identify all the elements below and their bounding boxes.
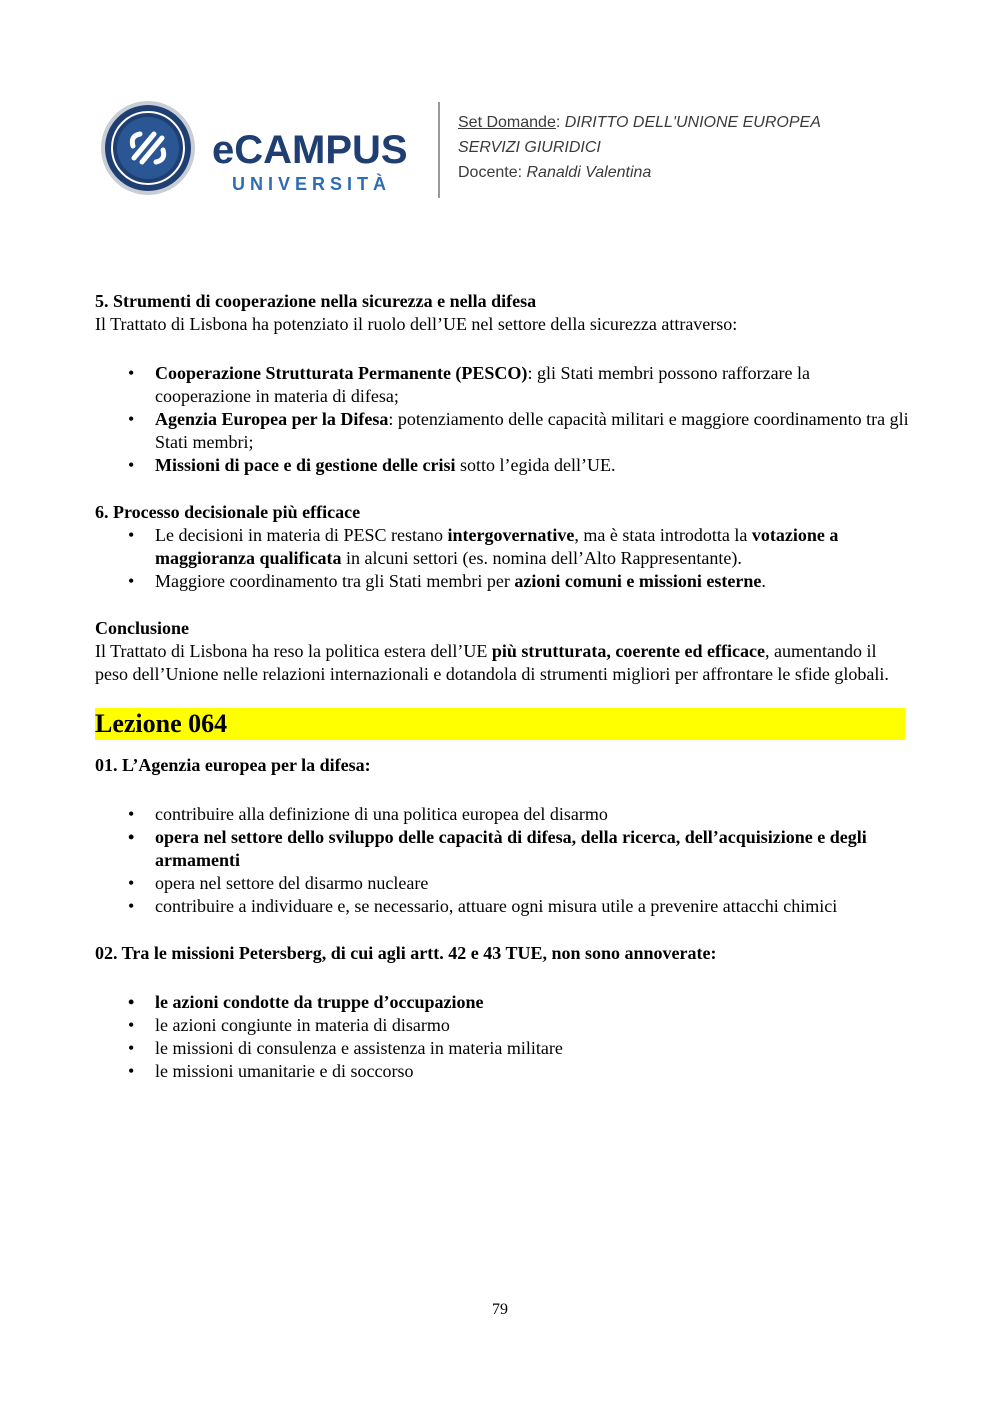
- question-02-options: [95, 991, 910, 1083]
- set-label: Set Domande: [458, 114, 556, 131]
- section-5-list: [95, 362, 910, 477]
- page-number: 79: [492, 1301, 508, 1318]
- section-6-title: 6. Processo decisionale più efficace: [95, 502, 361, 522]
- lesson-heading: Lezione 064: [95, 708, 905, 740]
- header-meta: [458, 110, 821, 185]
- list-item: • Le decisioni in materia di PESC restano intergovernative, ma è stata introdotta la votazione a maggioranza qualificata in alcuni settori (es. nomina dell’Alto Rappresentante).: [95, 524, 910, 570]
- teacher-line: Docente: Ranaldi Valentina: [458, 164, 652, 181]
- question-01-title: 01. L’Agenzia europea per la difesa:: [95, 755, 371, 775]
- set-value: DIRITTO DELL'UNIONE EUROPEA: [564, 114, 821, 131]
- teacher-value: Ranaldi Valentina: [526, 164, 652, 181]
- answer-option: • contribuire alla definizione di una politica europea del disarmo: [95, 803, 910, 826]
- section-5-intro: Il Trattato di Lisbona ha potenziato il ruolo dell’UE nel settore della sicurezza attraverso:: [95, 314, 738, 334]
- list-item: • Missioni di pace e di gestione delle crisi sotto l’egida dell’UE.: [95, 454, 910, 477]
- answer-option-correct: • le azioni condotte da truppe d’occupazione: [95, 991, 910, 1014]
- question-01-options: [95, 803, 910, 918]
- answer-option: • opera nel settore del disarmo nucleare: [95, 872, 910, 895]
- course-value: SERVIZI GIURIDICI: [458, 139, 601, 156]
- document-body: [95, 290, 910, 1083]
- course-line: [458, 135, 821, 160]
- section-6-list: [95, 524, 910, 593]
- logo-word: eCAMPUS: [212, 128, 408, 172]
- answer-option-correct: • opera nel settore dello sviluppo delle capacità di difesa, della ricerca, dell’acquisizione e degli armamenti: [95, 826, 910, 872]
- section-5-title: 5. Strumenti di cooperazione nella sicurezza e nella difesa: [95, 291, 537, 311]
- list-item: • Maggiore coordinamento tra gli Stati membri per azioni comuni e missioni esterne.: [95, 570, 910, 593]
- answer-option: • contribuire a individuare e, se necessario, attuare ogni misura utile a prevenire attacchi chimici: [95, 895, 910, 918]
- conclusion-title: Conclusione: [95, 618, 190, 638]
- list-item: • Cooperazione Strutturata Permanente (PESCO): gli Stati membri possono rafforzare la cooperazione in materia di difesa;: [95, 362, 910, 408]
- set-line: Set Domande: DIRITTO DELL'UNIONE EUROPEA: [458, 114, 821, 131]
- logo-subtitle: UNIVERSITÀ: [232, 174, 392, 194]
- conclusion-text: Il Trattato di Lisbona ha reso la politica estera dell’UE più strutturata, coerente ed efficace, aumentando il peso dell’Unione nelle relazioni internazionali e dotandola di strumenti migliori per affrontare le sfide globali.: [95, 641, 889, 684]
- header-divider: [438, 102, 440, 198]
- question-02-title: 02. Tra le missioni Petersberg, di cui agli artt. 42 e 43 TUE, non sono annoverate:: [95, 943, 717, 963]
- teacher-label: Docente: [458, 164, 518, 181]
- answer-option: • le missioni di consulenza e assistenza in materia militare: [95, 1037, 910, 1060]
- list-item: • Agenzia Europea per la Difesa: potenziamento delle capacità militari e maggiore coordinamento tra gli Stati membri;: [95, 408, 910, 454]
- university-wordmark: [212, 130, 428, 196]
- answer-option: • le missioni umanitarie e di soccorso: [95, 1060, 910, 1083]
- document-header: [100, 100, 920, 200]
- answer-option: • le azioni congiunte in materia di disarmo: [95, 1014, 910, 1037]
- university-seal-logo: [100, 100, 196, 196]
